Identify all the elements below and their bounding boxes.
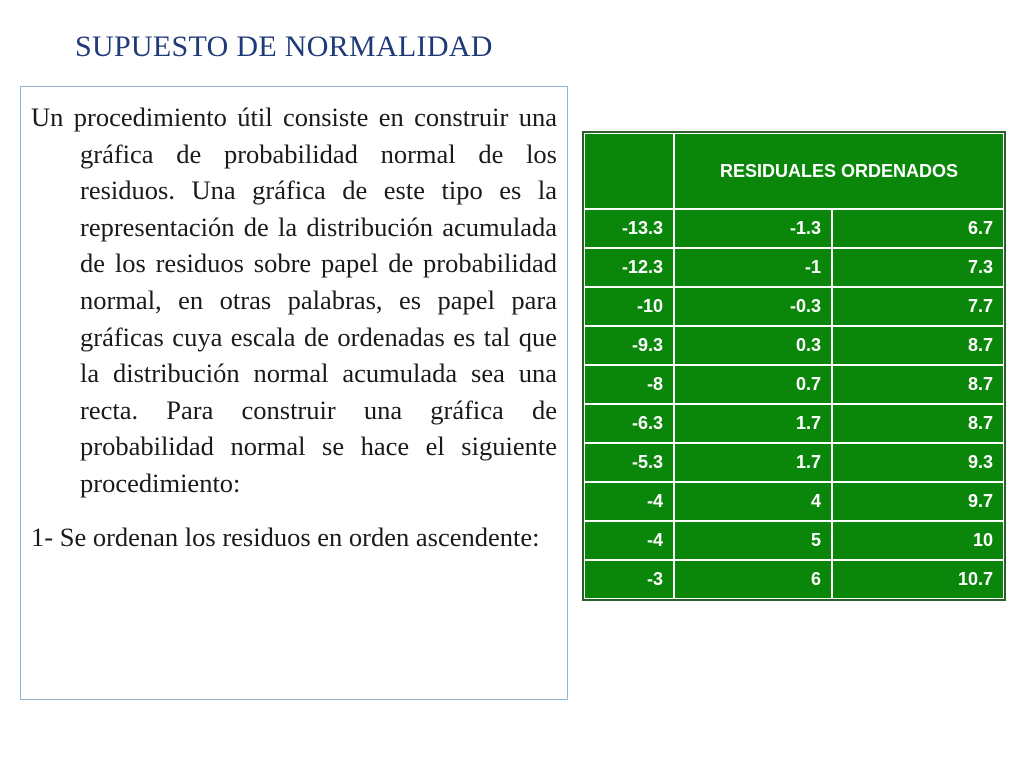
table-row bbox=[584, 443, 1004, 482]
table-cell: 7.3 bbox=[832, 248, 1004, 287]
table-row bbox=[584, 560, 1004, 599]
table-cell: -8 bbox=[584, 365, 674, 404]
slide-title: SUPUESTO DE NORMALIDAD bbox=[75, 30, 493, 63]
table-cell: 8.7 bbox=[832, 404, 1004, 443]
table-row bbox=[584, 365, 1004, 404]
table-cell: 5 bbox=[674, 521, 832, 560]
table-header-residuales: RESIDUALES ORDENADOS bbox=[674, 133, 1004, 209]
body-paragraph-step-1: 1- Se ordenan los residuos en orden ascendente: bbox=[31, 521, 540, 552]
table-cell: 10 bbox=[832, 521, 1004, 560]
table-cell: 8.7 bbox=[832, 365, 1004, 404]
table-row bbox=[584, 248, 1004, 287]
table-cell: -6.3 bbox=[584, 404, 674, 443]
table-header-row bbox=[584, 133, 1004, 209]
table-cell: -3 bbox=[584, 560, 674, 599]
table-cell: -1.3 bbox=[674, 209, 832, 248]
residuals-table bbox=[583, 132, 1005, 600]
table-cell: 6.7 bbox=[832, 209, 1004, 248]
table-cell: 10.7 bbox=[832, 560, 1004, 599]
table-cell: -10 bbox=[584, 287, 674, 326]
table-cell: -13.3 bbox=[584, 209, 674, 248]
table-cell: 0.3 bbox=[674, 326, 832, 365]
table-cell: -5.3 bbox=[584, 443, 674, 482]
table-cell: -1 bbox=[674, 248, 832, 287]
table-cell: 9.3 bbox=[832, 443, 1004, 482]
table-cell: -4 bbox=[584, 521, 674, 560]
table-row bbox=[584, 404, 1004, 443]
table-row bbox=[584, 326, 1004, 365]
table-header-blank bbox=[584, 133, 674, 209]
table-cell: 8.7 bbox=[832, 326, 1004, 365]
table-row bbox=[584, 209, 1004, 248]
table-cell: -12.3 bbox=[584, 248, 674, 287]
table-row bbox=[584, 521, 1004, 560]
table-cell: 1.7 bbox=[674, 404, 832, 443]
table-row bbox=[584, 287, 1004, 326]
table-cell: 9.7 bbox=[832, 482, 1004, 521]
body-text-box bbox=[20, 86, 568, 700]
table-cell: 1.7 bbox=[674, 443, 832, 482]
table-cell: -4 bbox=[584, 482, 674, 521]
body-paragraph-intro: Un procedimiento útil consiste en construir una gráfica de probabilidad normal de los residuos. Una gráfica de este tipo es la representación de la distribución acumulada de los residuos sobre papel de probabilidad normal, en otras palabras, es papel para gráficas cuya escala de ordenadas es tal que la distribución normal acumulada sea una recta. Para construir una gráfica de probabilidad normal se hace el siguiente procedimiento: bbox=[31, 102, 557, 498]
table-cell: 0.7 bbox=[674, 365, 832, 404]
table-cell: 7.7 bbox=[832, 287, 1004, 326]
table-row bbox=[584, 482, 1004, 521]
table-cell: 6 bbox=[674, 560, 832, 599]
table-cell: 4 bbox=[674, 482, 832, 521]
table-cell: -9.3 bbox=[584, 326, 674, 365]
table-cell: -0.3 bbox=[674, 287, 832, 326]
